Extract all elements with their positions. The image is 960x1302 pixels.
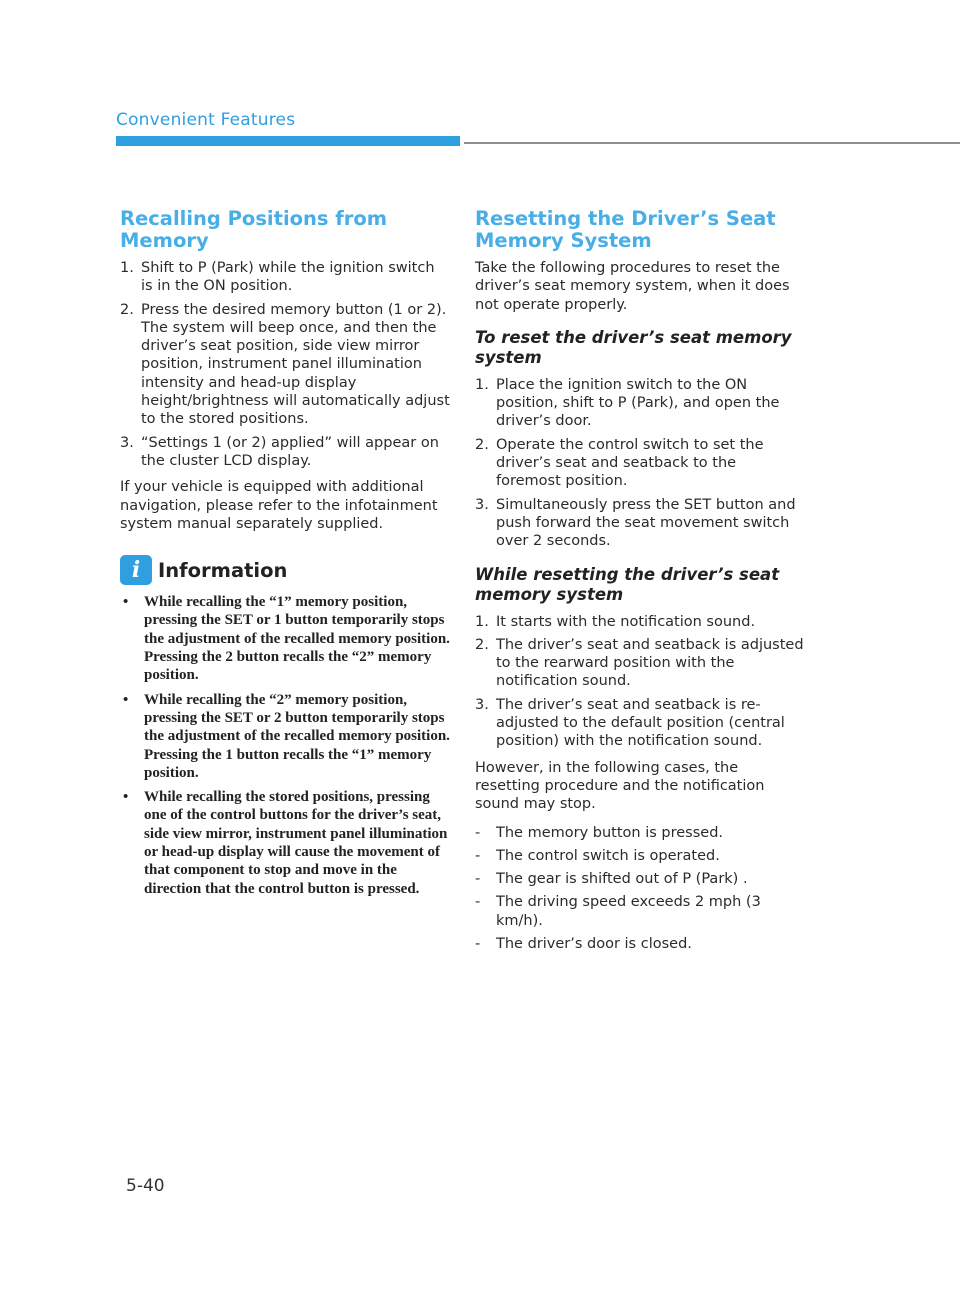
reset-heading: Resetting the Driver’s Seat Memory System — [475, 207, 776, 252]
right-column — [475, 208, 805, 961]
list-item: 2. The driver’s seat and seatback is adjusted to the rearward position with the notification sound. — [475, 636, 804, 690]
header-accent-bar — [116, 136, 460, 146]
stop-cases — [475, 824, 805, 954]
section-title: Convenient Features — [116, 110, 296, 130]
navigation-note: If your vehicle is equipped with additional navigation, please refer to the infotainment system manual separately supplied. — [120, 479, 438, 532]
list-item: 3. The driver’s seat and seatback is re-adjusted to the default position (central position) with the notification sound. — [475, 696, 785, 750]
list-item: - The driver’s door is closed. — [475, 936, 692, 953]
header-rule — [464, 142, 960, 144]
page-number: 5-40 — [126, 1176, 165, 1196]
list-item: 1. Shift to P (Park) while the ignition switch is in the ON position. — [120, 260, 435, 295]
list-item: - The driving speed exceeds 2 mph (3 km/h). — [475, 894, 761, 929]
recall-steps — [120, 259, 450, 470]
information-title: Information — [158, 558, 288, 582]
list-item: • While recalling the “2” memory position, pressing the SET or 2 button temporarily stops the adjustment of the recalled memory position. Pressing the 1 button recalls the “1” memory position. — [123, 691, 450, 781]
resetting-subheading: While resetting the driver’s seat memory system — [475, 564, 780, 604]
list-item: - The control switch is operated. — [475, 847, 720, 864]
reset-subheading: To reset the driver’s seat memory system — [475, 327, 792, 367]
recall-heading: Recalling Positions from Memory — [120, 207, 388, 252]
list-item: - The memory button is pressed. — [475, 824, 724, 841]
resetting-steps — [475, 613, 805, 751]
list-item: • While recalling the “1” memory position, pressing the SET or 1 button temporarily stops the adjustment of the recalled memory position. Pressing the 2 button recalls the “2” memory position. — [123, 594, 450, 684]
reset-steps — [475, 376, 805, 551]
list-item: 3. Simultaneously press the SET button and push forward the seat movement switch over 2 seconds. — [475, 496, 796, 550]
list-item: 1. It starts with the notification sound. — [475, 613, 756, 630]
info-icon: i — [120, 555, 152, 585]
list-item: 1. Place the ignition switch to the ON position, shift to P (Park), and open the driver’s door. — [475, 376, 780, 430]
list-item: - The gear is shifted out of P (Park) . — [475, 871, 748, 888]
list-item: • While recalling the stored positions, pressing one of the control buttons for the driver’s seat, side view mirror, instrument panel illumination or head-up display will cause the movement of that component to stop and move in the direction that the control button is pressed. — [123, 789, 448, 897]
list-item: 3. “Settings 1 (or 2) applied” will appear on the cluster LCD display. — [120, 434, 439, 469]
reset-intro: Take the following procedures to reset the driver’s seat memory system, when it does not operate properly. — [475, 260, 790, 313]
list-item: 2. Operate the control switch to set the driver’s seat and seatback to the foremost position. — [475, 436, 764, 490]
list-item: 2. Press the desired memory button (1 or 2). The system will beep once, and then the driver’s seat position, side view mirror position, instrument panel illumination intensity and head-up display height/brightness will automatically adjust to the stored positions. — [120, 301, 450, 428]
information-bullets — [120, 593, 450, 898]
left-column — [120, 208, 450, 904]
resetting-note: However, in the following cases, the resetting procedure and the notification sound may stop. — [475, 759, 765, 813]
information-header — [120, 555, 450, 585]
